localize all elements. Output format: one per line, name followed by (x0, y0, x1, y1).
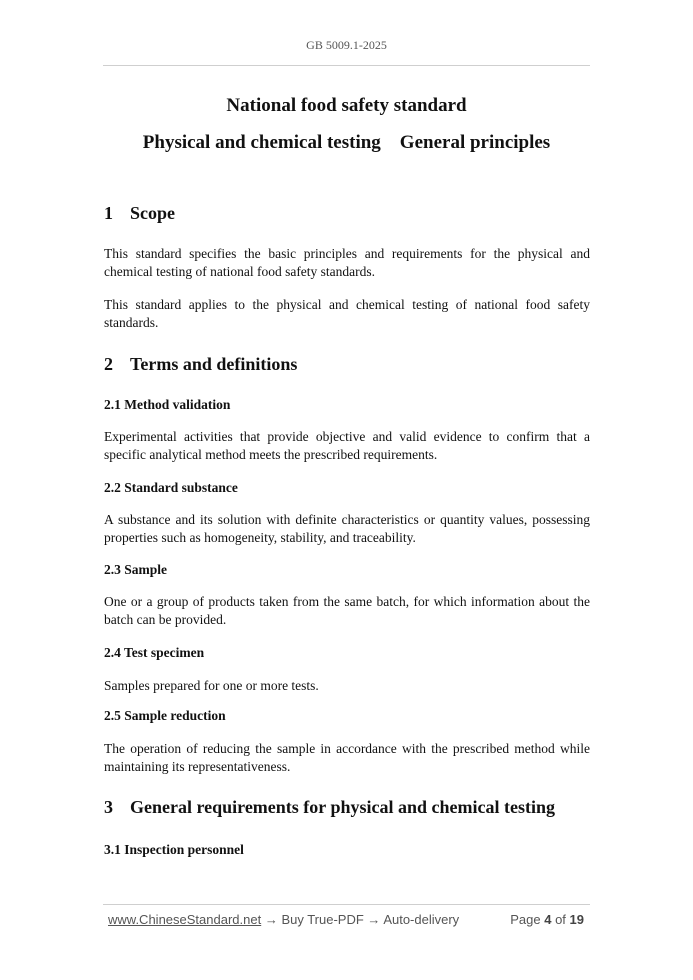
arrow-right-icon: → (363, 912, 384, 927)
header-divider (103, 65, 590, 66)
subsection-2-5-text: The operation of reducing the sample in accordance with the prescribed method while maintaining its representativeness. (104, 741, 590, 774)
section-number: 2 (104, 354, 113, 374)
document-code-header: GB 5009.1-2025 (306, 38, 387, 52)
current-page-number: 4 (544, 912, 552, 927)
subsection-2-1-text: Experimental activities that provide objective and valid evidence to confirm that a specific analytical method meets the prescribed requirements. (104, 429, 590, 462)
total-pages-number: 19 (569, 912, 584, 927)
section-title: Terms and definitions (130, 354, 298, 374)
section-2-heading (104, 354, 590, 375)
footer-divider (103, 904, 590, 905)
section-3-heading (104, 797, 590, 818)
page-indicator (510, 912, 584, 927)
document-title-line1: National food safety standard (226, 95, 467, 116)
subsection-2-3-heading: 2.3 Sample (104, 562, 168, 577)
scope-paragraph-1: This standard specifies the basic principles and requirements for the physical and chemical testing of national food safety standards. (104, 246, 590, 279)
subsection-2-2-text: A substance and its solution with definite characteristics or quantity values, possessing properties such as homogeneity, stability, and traceability. (104, 512, 590, 545)
section-number: 1 (104, 203, 113, 223)
section-title: General requirements for physical and chemical testing (130, 797, 555, 817)
section-title: Scope (130, 203, 175, 223)
page-label: Page (510, 912, 541, 927)
subsection-2-4-heading: 2.4 Test specimen (104, 645, 205, 660)
buy-true-pdf-text: Buy True-PDF (281, 912, 364, 927)
footer-promo (108, 912, 459, 927)
auto-delivery-text: Auto-delivery (383, 912, 460, 927)
chinesestandard-link[interactable]: www.ChineseStandard.net (108, 912, 262, 927)
page-of-label: of (555, 912, 566, 927)
subsection-3-1-heading: 3.1 Inspection personnel (104, 842, 244, 857)
arrow-right-icon: → (261, 912, 282, 927)
subsection-2-2-heading: 2.2 Standard substance (104, 480, 238, 495)
subsection-2-5-heading: 2.5 Sample reduction (104, 708, 226, 723)
scope-paragraph-2: This standard applies to the physical and chemical testing of national food safety standards. (104, 297, 590, 330)
subsection-2-3-text: One or a group of products taken from the same batch, for which information about the batch can be provided. (104, 594, 590, 627)
section-number: 3 (104, 797, 113, 817)
subsection-2-4-text: Samples prepared for one or more tests. (104, 678, 319, 693)
section-1-heading (104, 203, 590, 224)
document-title-line2: Physical and chemical testing General principles (142, 132, 551, 153)
subsection-2-1-heading: 2.1 Method validation (104, 397, 231, 412)
